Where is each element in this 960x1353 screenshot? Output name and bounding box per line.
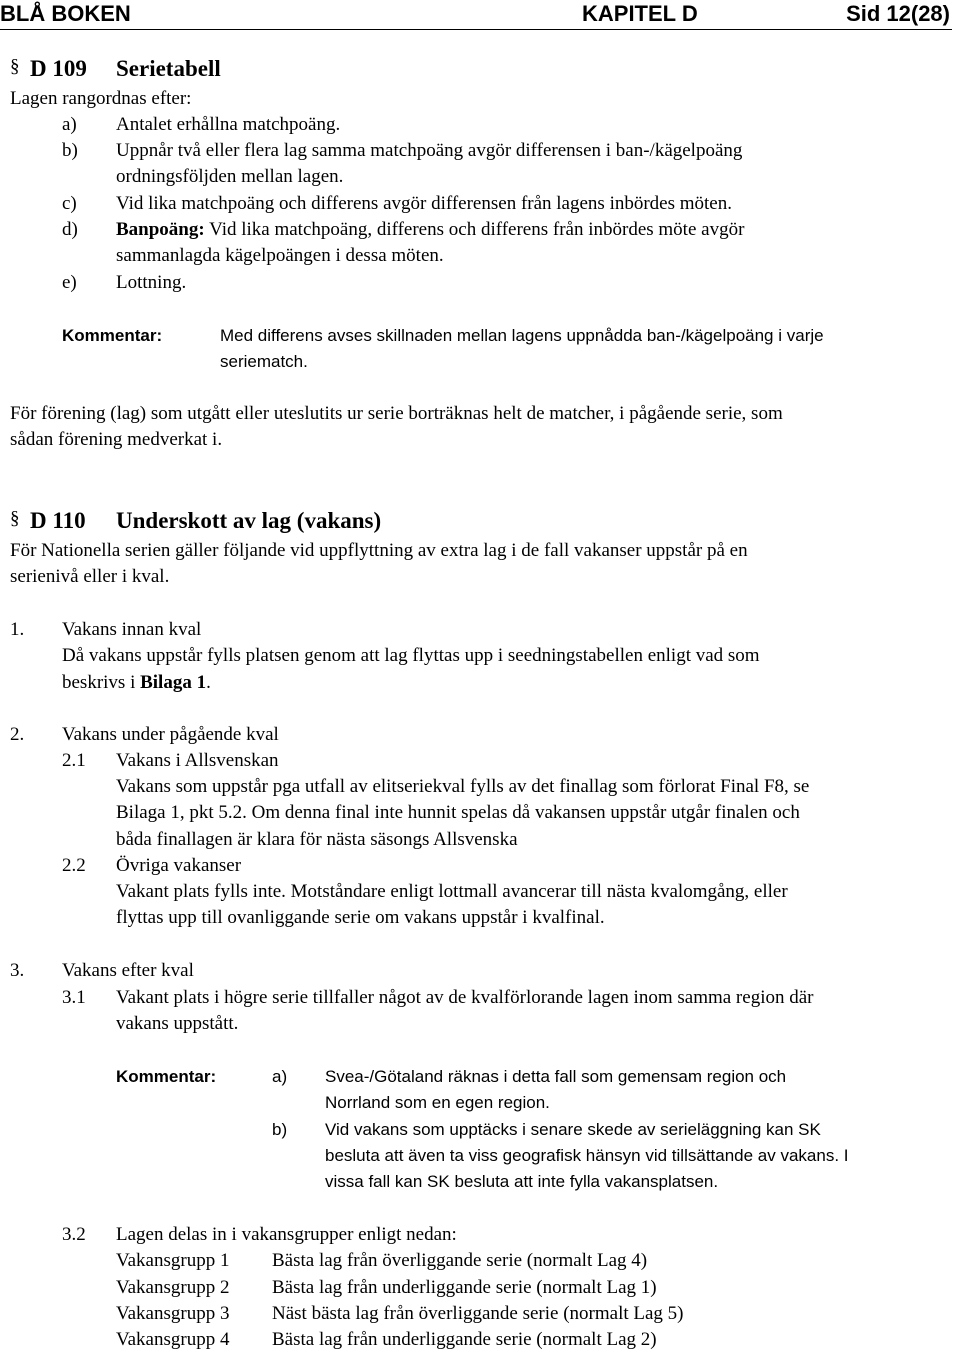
item-text: sammanlagda kägelpoängen i dessa möten. bbox=[116, 245, 444, 266]
header-rule bbox=[0, 29, 952, 30]
item-letter: e) bbox=[62, 272, 77, 293]
text-run: . bbox=[206, 672, 211, 693]
subsection-text: Då vakans uppstår fylls platsen genom att lag flyttas upp i seedningstabellen enligt vad som bbox=[62, 645, 760, 666]
header-chapter: KAPITEL D bbox=[582, 1, 698, 26]
subsubsection-text: Vakant plats fylls inte. Motståndare enligt lottmall avancerar till nästa kvalomgång, eller bbox=[116, 881, 788, 902]
item-text: Antalet erhållna matchpoäng. bbox=[116, 114, 341, 135]
item-text: Vid lika matchpoäng och differens avgör differensen från lagens inbördes möten. bbox=[116, 193, 732, 214]
group-name: Vakansgrupp 4 bbox=[116, 1329, 230, 1350]
comment-text: seriematch. bbox=[220, 352, 308, 371]
subsubsection-title: Lagen delas in i vakansgrupper enligt nedan: bbox=[116, 1224, 457, 1245]
subsection-title: Vakans innan kval bbox=[62, 619, 202, 640]
subsubsection-text: båda finallagen är klara för nästa säsongs Allsvenska bbox=[116, 829, 518, 850]
group-name: Vakansgrupp 2 bbox=[116, 1277, 230, 1298]
item-letter: c) bbox=[62, 193, 77, 214]
comment-text: Norrland som en egen region. bbox=[325, 1093, 550, 1112]
item-letter: d) bbox=[62, 219, 78, 240]
item-text: ordningsföljden mellan lagen. bbox=[116, 166, 344, 187]
section-sign-icon: § bbox=[10, 56, 20, 77]
d109-number: D 109 bbox=[30, 56, 87, 81]
comment-text: Vid vakans som upptäcks i senare skede av serieläggning kan SK bbox=[325, 1120, 821, 1139]
subsubsection-title: Övriga vakanser bbox=[116, 855, 242, 876]
group-description: Näst bästa lag från överliggande serie (normalt Lag 5) bbox=[272, 1303, 684, 1324]
subsubsection-number: 3.2 bbox=[62, 1224, 86, 1245]
bilaga-reference: Bilaga 1 bbox=[140, 672, 207, 693]
subsection-number: 3. bbox=[10, 960, 25, 981]
d109-intro: Lagen rangordnas efter: bbox=[10, 88, 192, 109]
d109-title: Serietabell bbox=[116, 56, 221, 81]
comment-letter: b) bbox=[272, 1120, 288, 1139]
item-text: Lottning. bbox=[116, 272, 187, 293]
d110-title: Underskott av lag (vakans) bbox=[116, 508, 382, 533]
item-line bbox=[116, 217, 744, 243]
subsection-number: 2. bbox=[10, 724, 25, 745]
subsection-number: 1. bbox=[10, 619, 25, 640]
subsection-text bbox=[62, 670, 211, 696]
text-run: beskrivs i bbox=[62, 672, 141, 693]
item-text: Uppnår två eller flera lag samma matchpoäng avgör differensen i ban-/kägelpoäng bbox=[116, 140, 743, 161]
item-letter: a) bbox=[62, 114, 77, 135]
subsubsection-text: flyttas upp till ovanliggande serie om vakans uppstår i kvalfinal. bbox=[116, 907, 605, 928]
header-page-number: Sid 12(28) bbox=[846, 1, 950, 26]
subsubsection-title: Vakans i Allsvenskan bbox=[116, 750, 279, 771]
group-name: Vakansgrupp 3 bbox=[116, 1303, 230, 1324]
d109-paragraph: sådan förening medverkat i. bbox=[10, 429, 223, 450]
subsection-title: Vakans efter kval bbox=[62, 960, 194, 981]
item-bold-prefix: Banpoäng: bbox=[116, 219, 205, 240]
d109-paragraph: För förening (lag) som utgått eller uteslutits ur serie borträknas helt de matcher, i pågående serie, som bbox=[10, 403, 783, 424]
subsubsection-text: Bilaga 1, pkt 5.2. Om denna final inte hunnit spelas då vakansen uppstår utgår finalen och bbox=[116, 802, 800, 823]
group-description: Bästa lag från överliggande serie (normalt Lag 4) bbox=[272, 1250, 648, 1271]
comment-text: besluta att även ta viss geografisk hänsyn vid tillsättande av vakans. I bbox=[325, 1146, 849, 1165]
comment-text: Svea-/Götaland räknas i detta fall som gemensam region och bbox=[325, 1067, 787, 1086]
section-sign-icon: § bbox=[10, 508, 20, 529]
d110-intro: serienivå eller i kval. bbox=[10, 566, 170, 587]
group-name: Vakansgrupp 1 bbox=[116, 1250, 230, 1271]
item-letter: b) bbox=[62, 140, 78, 161]
group-description: Bästa lag från underliggande serie (normalt Lag 1) bbox=[272, 1277, 657, 1298]
subsubsection-text: Vakant plats i högre serie tillfaller något av de kvalförlorande lagen inom samma region där bbox=[116, 987, 814, 1008]
comment-label: Kommentar: bbox=[62, 326, 163, 345]
comment-letter: a) bbox=[272, 1067, 288, 1086]
subsection-title: Vakans under pågående kval bbox=[62, 724, 279, 745]
subsubsection-number: 3.1 bbox=[62, 987, 86, 1008]
subsubsection-text: Vakans som uppstår pga utfall av elitseriekval fylls av det finallag som förlorat Final F8, se bbox=[116, 776, 810, 797]
comment-text: Med differens avses skillnaden mellan lagens uppnådda ban-/kägelpoäng i varje bbox=[220, 326, 824, 345]
item-text: Vid lika matchpoäng, differens och differens från inbördes möte avgör bbox=[209, 219, 745, 240]
comment-label: Kommentar: bbox=[116, 1067, 217, 1086]
header-book-title: BLÅ BOKEN bbox=[0, 1, 131, 26]
subsubsection-number: 2.1 bbox=[62, 750, 86, 771]
group-description: Bästa lag från underliggande serie (normalt Lag 2) bbox=[272, 1329, 657, 1350]
page-header bbox=[0, 0, 960, 28]
d110-number: D 110 bbox=[30, 508, 86, 533]
d110-intro: För Nationella serien gäller följande vid uppflyttning av extra lag i de fall vakanser uppstår på en bbox=[10, 540, 748, 561]
comment-text: vissa fall kan SK besluta att inte fylla vakansplatsen. bbox=[325, 1172, 719, 1191]
subsubsection-text: vakans uppstått. bbox=[116, 1013, 239, 1034]
subsubsection-number: 2.2 bbox=[62, 855, 86, 876]
